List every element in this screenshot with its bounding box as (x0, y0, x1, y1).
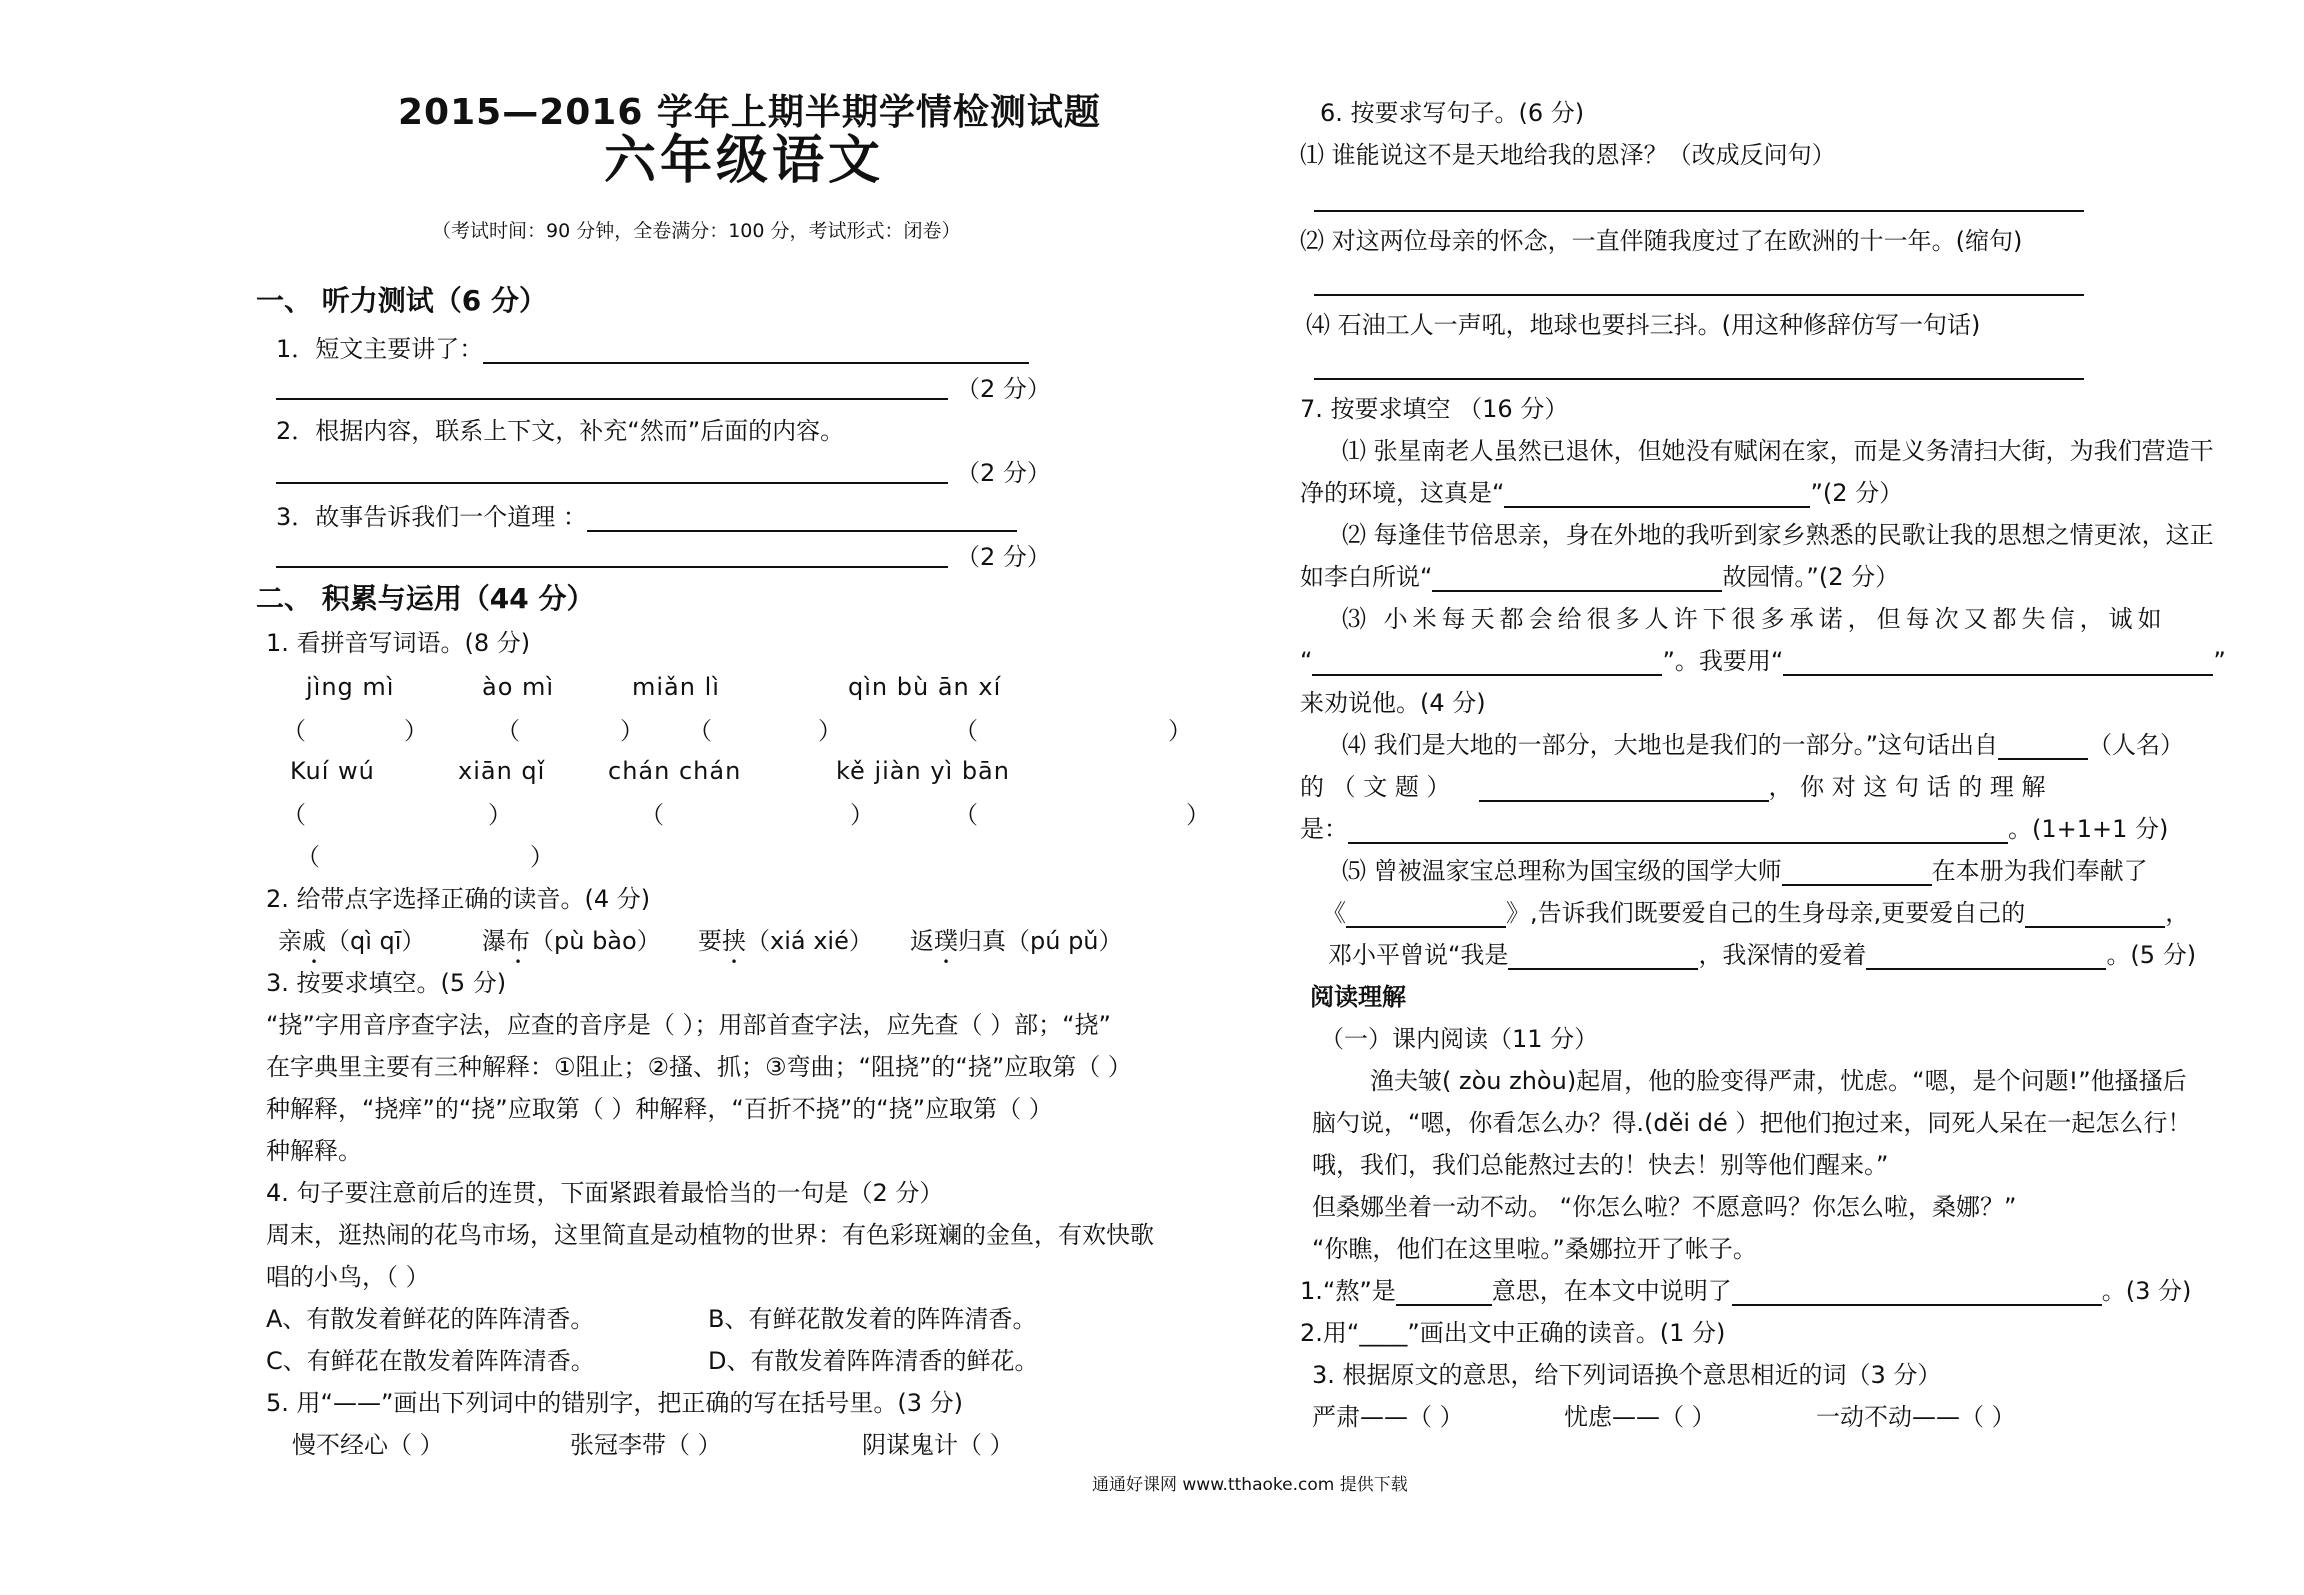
q7-3a: ⑶ 小米每天都会给很多人许下很多承诺，但每次又都失信，诚如 (1342, 605, 2167, 633)
paren-open: （ (282, 801, 306, 829)
paren-open: （ (640, 801, 664, 829)
q7-3b: “ ”。我要用“ ” (1300, 647, 2226, 675)
exam-title: 2015—2016 学年上期半期学情检测试题 (398, 92, 1101, 133)
q3-line: “挠”字用音序查字法，应查的音序是（ ）；用部首查字法，应先查（ ）部；“挠” (266, 1011, 1111, 1039)
pinyin: kě jiàn yì bān (836, 757, 1010, 785)
pinyin: xiān qǐ (458, 757, 546, 785)
q6-1: ⑴ 谁能说这不是天地给我的恩泽？（改成反问句） (1300, 141, 1836, 169)
typo-item: 慢不经心（ ） (292, 1431, 444, 1459)
paren-open: （ (282, 717, 306, 745)
answer-blank[interactable] (1312, 650, 1662, 676)
section2-heading: 二、 积累与运用（44 分） (256, 582, 595, 615)
paren-close: ） (404, 717, 428, 745)
synonym-item: 一动不动——（ ） (1816, 1403, 2016, 1431)
pinyin: chán chán (608, 757, 742, 785)
paren-open: （ (688, 717, 712, 745)
exam-note: （考试时间：90 分钟，全卷满分：100 分，考试形式：闭卷） (432, 220, 961, 242)
q4-line: 周末，逛热闹的花鸟市场，这里简直是动植物的世界：有色彩斑斓的金鱼，有欢快歌 (266, 1221, 1154, 1249)
answer-blank[interactable] (1346, 902, 1506, 928)
answer-blank[interactable] (1866, 944, 2106, 970)
paren-close: ） (530, 843, 554, 871)
paren-close: ） (1168, 717, 1192, 745)
answer-blank[interactable] (2025, 902, 2165, 928)
answer-blank[interactable] (1348, 818, 2008, 844)
s1-q3: 3．故事告诉我们一个道理 ： (276, 502, 1017, 532)
paren-open: （ (954, 717, 978, 745)
q6-heading: 6. 按要求写句子。(6 分) (1320, 99, 1585, 127)
section1-heading: 一、 听力测试（6 分） (256, 284, 547, 317)
q6-4: ⑷ 石油工人一声吼，地球也要抖三抖。(用这种修辞仿写一句话) (1306, 311, 1981, 339)
s2-q2: 2. 给带点字选择正确的读音。(4 分) (266, 885, 651, 913)
pinyin: ào mì (482, 673, 555, 701)
typo-item: 阴谋鬼计（ ） (862, 1431, 1014, 1459)
reading-item: 瀑布（pù bào） (482, 927, 661, 955)
answer-line[interactable] (1314, 210, 2084, 212)
dotted-char: 戚 (302, 927, 326, 955)
pinyin: jìng mì (306, 673, 395, 701)
paren-close: ） (850, 801, 874, 829)
answer-blank[interactable] (1504, 482, 1810, 508)
s2-q1: 1. 看拼音写词语。(8 分) (266, 629, 531, 657)
pinyin: miǎn lì (632, 673, 720, 701)
score-label: （2 分） (956, 543, 1051, 571)
paren-open: （ (954, 801, 978, 829)
q7-4b: 的 （ 文 题 ） ， 你 对 这 句 话 的 理 解 (1300, 773, 2046, 801)
answer-blank[interactable] (1432, 566, 1722, 592)
r3: 3. 根据原文的意思，给下列词语换个意思相近的词（3 分） (1312, 1361, 1942, 1389)
synonym-item: 忧虑——（ ） (1564, 1403, 1716, 1431)
dotted-char: 挟 (722, 927, 746, 955)
q7-1a: ⑴ 张星南老人虽然已退休，但她没有赋闲在家，而是义务清扫大街，为我们营造干 (1342, 437, 2214, 465)
q6-2: ⑵ 对这两位母亲的怀念，一直伴随我度过了在欧洲的十一年。(缩句) (1300, 227, 2023, 255)
reading-sub: （一）课内阅读（11 分） (1320, 1025, 1599, 1053)
reading-heading: 阅读理解 (1310, 983, 1406, 1011)
passage-line: 哦，我们，我们总能熬过去的！快去！别等他们醒来。” (1312, 1151, 1889, 1179)
answer-blank[interactable] (1783, 650, 2213, 676)
q4-line: 唱的小鸟，（ ） (266, 1263, 430, 1291)
score-label: （2 分） (956, 375, 1051, 403)
q3-line: 种解释，“挠痒”的“挠”应取第（ ）种解释，“百折不挠”的“挠”应取第（ ） (266, 1095, 1053, 1123)
q7-5c: 邓小平曾说“我是 ，我深情的爱着 。(5 分) (1328, 941, 2197, 969)
answer-blank[interactable] (1396, 1280, 1492, 1306)
footer-note: 通通好课网 www.tthaoke.com 提供下载 (1092, 1475, 1408, 1495)
reading-item: 亲戚（qì qī） (278, 927, 426, 955)
q3-line: 在字典里主要有三种解释：①阻止；②搔、抓；③弯曲；“阻挠”的“挠”应取第（ ） (266, 1053, 1132, 1081)
answer-line[interactable] (276, 482, 948, 484)
answer-line[interactable] (276, 566, 948, 568)
r2: 2.用“____”画出文中正确的读音。(1 分) (1300, 1319, 1726, 1347)
score-label: （2 分） (956, 459, 1051, 487)
paren-close: ） (488, 801, 512, 829)
s1-q2: 2．根据内容，联系上下文，补充“然而”后面的内容。 (276, 417, 845, 445)
dotted-char: 璞 (934, 927, 958, 955)
passage-line: 但桑娜坐着一动不动。 “你怎么啦？不愿意吗？你怎么啦，桑娜？” (1312, 1193, 2017, 1221)
passage-line: 脑勺说，“嗯，你看怎么办？得.(děi dé ）把他们抱过来，同死人呆在一起怎么行！ (1312, 1109, 2192, 1137)
subject-title: 六年级语文 (604, 131, 885, 191)
passage-line: 渔夫皱( zòu zhòu)起眉，他的脸变得严肃，忧虑。“嗯，是个问题!”他搔搔后 (1370, 1067, 2187, 1095)
q7-heading: 7. 按要求填空 （16 分） (1300, 395, 1569, 423)
s1-q1: 1．短文主要讲了： (276, 334, 1029, 364)
answer-blank[interactable] (1508, 944, 1698, 970)
answer-blank[interactable] (1732, 1280, 2102, 1306)
paren-open: （ (496, 717, 520, 745)
q7-4a: ⑷ 我们是大地的一部分，大地也是我们的一部分。”这句话出自 （人名） (1342, 731, 2185, 759)
option-d: D、有散发着阵阵清香的鲜花。 (708, 1347, 1039, 1375)
answer-blank[interactable] (1998, 734, 2088, 760)
s2-q3: 3. 按要求填空。(5 分) (266, 969, 507, 997)
answer-line[interactable] (1314, 378, 2084, 380)
answer-blank[interactable] (1479, 776, 1769, 802)
paren-close: ） (1186, 801, 1210, 829)
q7-2b: 如李白所说“ 故园情。”(2 分） (1300, 563, 1900, 591)
answer-line[interactable] (1314, 294, 2084, 296)
reading-item: 要挟（xiá xié） (698, 927, 873, 955)
answer-blank[interactable] (1782, 860, 1932, 886)
s2-q5: 5. 用“——”画出下列词中的错别字，把正确的写在括号里。(3 分) (266, 1389, 964, 1417)
option-c: C、有鲜花在散发着阵阵清香。 (266, 1347, 595, 1375)
synonym-item: 严肃——（ ） (1312, 1403, 1464, 1431)
option-a: A、有散发着鲜花的阵阵清香。 (266, 1305, 595, 1333)
q7-5a: ⑸ 曾被温家宝总理称为国宝级的国学大师 在本册为我们奉献了 (1342, 857, 2148, 885)
answer-line[interactable] (276, 398, 948, 400)
typo-item: 张冠李带（ ） (570, 1431, 722, 1459)
passage-line: “你瞧，他们在这里啦。”桑娜拉开了帐子。 (1312, 1235, 1757, 1263)
answer-blank[interactable] (483, 338, 1029, 364)
option-b: B、有鲜花散发着的阵阵清香。 (708, 1305, 1037, 1333)
reading-item: 返璞归真（pú pǔ） (910, 927, 1123, 955)
q7-4c: 是： 。(1+1+1 分) (1300, 815, 2169, 843)
answer-blank[interactable] (587, 506, 1017, 532)
r1: 1.“熬”是 意思，在本文中说明了 。(3 分) (1300, 1277, 2192, 1305)
pinyin: qìn bù ān xí (848, 673, 1002, 701)
paren-close: ） (818, 717, 842, 745)
dotted-char: 布 (506, 927, 530, 955)
q7-3c: 来劝说他。(4 分) (1300, 689, 1486, 717)
q7-5b: 《 》,告诉我们既要爱自己的生身母亲,更要爱自己的 ， (1322, 899, 2190, 927)
s2-q4: 4. 句子要注意前后的连贯，下面紧跟着最恰当的一句是（2 分） (266, 1179, 944, 1207)
pinyin: Kuí wú (290, 757, 375, 785)
q7-1b: 净的环境，这真是“ ”(2 分） (1300, 479, 1904, 507)
q3-line: 种解释。 (266, 1137, 362, 1165)
paren-open: （ (296, 843, 320, 871)
paren-close: ） (620, 717, 644, 745)
q7-2a: ⑵ 每逢佳节倍思亲，身在外地的我听到家乡熟悉的民歌让我的思想之情更浓，这正 (1342, 521, 2214, 549)
